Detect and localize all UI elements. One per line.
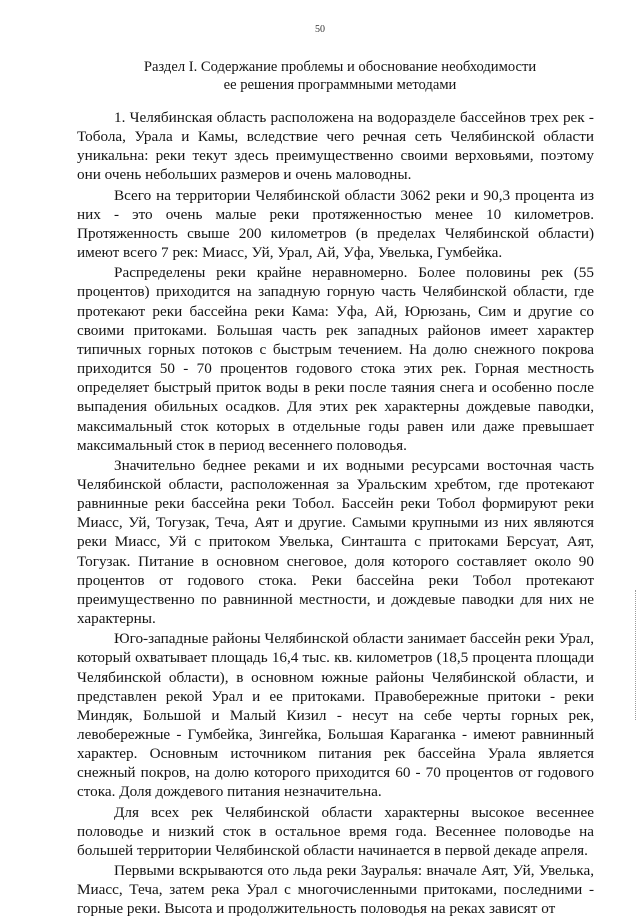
body-text <box>77 108 594 919</box>
paragraph: Первыми вскрываются ото льда реки Зауралья: вначале Аят, Уй, Увелька, Миасс, Теча, затем река Урал с многочисленными притоками, последними - горные реки. Высота и продолжительность половодья на реках зависят от <box>77 862 594 918</box>
section-heading-line-1: Раздел I. Содержание проблемы и обоснование необходимости <box>143 59 537 75</box>
paragraph: Распределены реки крайне неравномерно. Более половины рек (55 процентов) приходится на западную горную часть Челябинской области, где протекают реки бассейна реки Кама: Уфа, Ай, Юрюзань, Сим и другие со своими притоками. Большая часть рек западных районов имеет характер типичных горных потоков с быстрым течением. На долю снежного покрова приходится 50 - 70 процентов годового стока этих рек. Горная местность определяет быстрый приток воды в реки после таяния снега и особенно после выпадения обильных осадков. Для этих рек характерны дождевые паводки, максимальный сток которых в отдельные годы равен или даже превышает максимальный сток в период весеннего половодья. <box>77 264 594 454</box>
page-number: 50 <box>315 24 325 35</box>
paragraph: Для всех рек Челябинской области характерны высокое весеннее половодье и низкий сток в остальное время года. Весеннее половодье на большей территории Челябинской области начинается в первой декаде апреля. <box>77 803 594 859</box>
paragraph: 1. Челябинская область расположена на водоразделе бассейнов трех рек - Тобола, Урала и Камы, вследствие чего речная сеть Челябинской области уникальна: реки текут здесь преимущественно своими верховьями, поэтому они очень небольших размеров и очень маловодны. <box>77 109 594 184</box>
section-heading <box>80 58 600 94</box>
paragraph: Всего на территории Челябинской области 3062 реки и 90,3 процента из них - это очень малые реки протяженностью менее 10 километров. Протяженность свыше 200 километров (в пределах Челябинской области) имеют всего 7 рек: Миасс, Уй, Урал, Ай, Уфа, Увелька, Гумбейка. <box>77 186 594 262</box>
scan-edge-mark <box>635 590 637 720</box>
paragraph: Значительно беднее реками и их водными ресурсами восточная часть Челябинской области, расположенная за Уральским хребтом, где протекают равнинные реки бассейна реки Тобол. Бассейн реки Тобол формируют реки Миасс, Уй, Тогузак, Теча, Аят и другие. Самыми крупными из них являются реки Миасс, Уй с притоком Увелька, Синташта с притоками Берсуат, Аят, Тогузак. Питание в основном снеговое, доля которого составляет около 90 процентов от годового стока. Реки бассейна реки Тобол протекают преимущественно по равнинной местности, и дождевые паводки для них не характерны. <box>77 456 594 628</box>
paragraph: Юго-западные районы Челябинской области занимает бассейн реки Урал, который охватывает площадь 16,4 тыс. кв. километров (18,5 процента площади Челябинской области), в основном южные районы Челябинской области, и представлен рекой Урал и ее притоками. Правобережные притоки - реки Миндяк, Большой и Малый Кизил - несут на себе черты горных рек, левобережные - Гумбейка, Зингейка, Большая Караганка - имеют равнинный характер. Основным источником питания рек бассейна Урала является снежный покров, на долю которого приходится 60 - 70 процентов от годового стока. Доля дождевого питания незначительна. <box>77 630 594 801</box>
section-heading-line-2: ее решения программными методами <box>223 77 457 93</box>
